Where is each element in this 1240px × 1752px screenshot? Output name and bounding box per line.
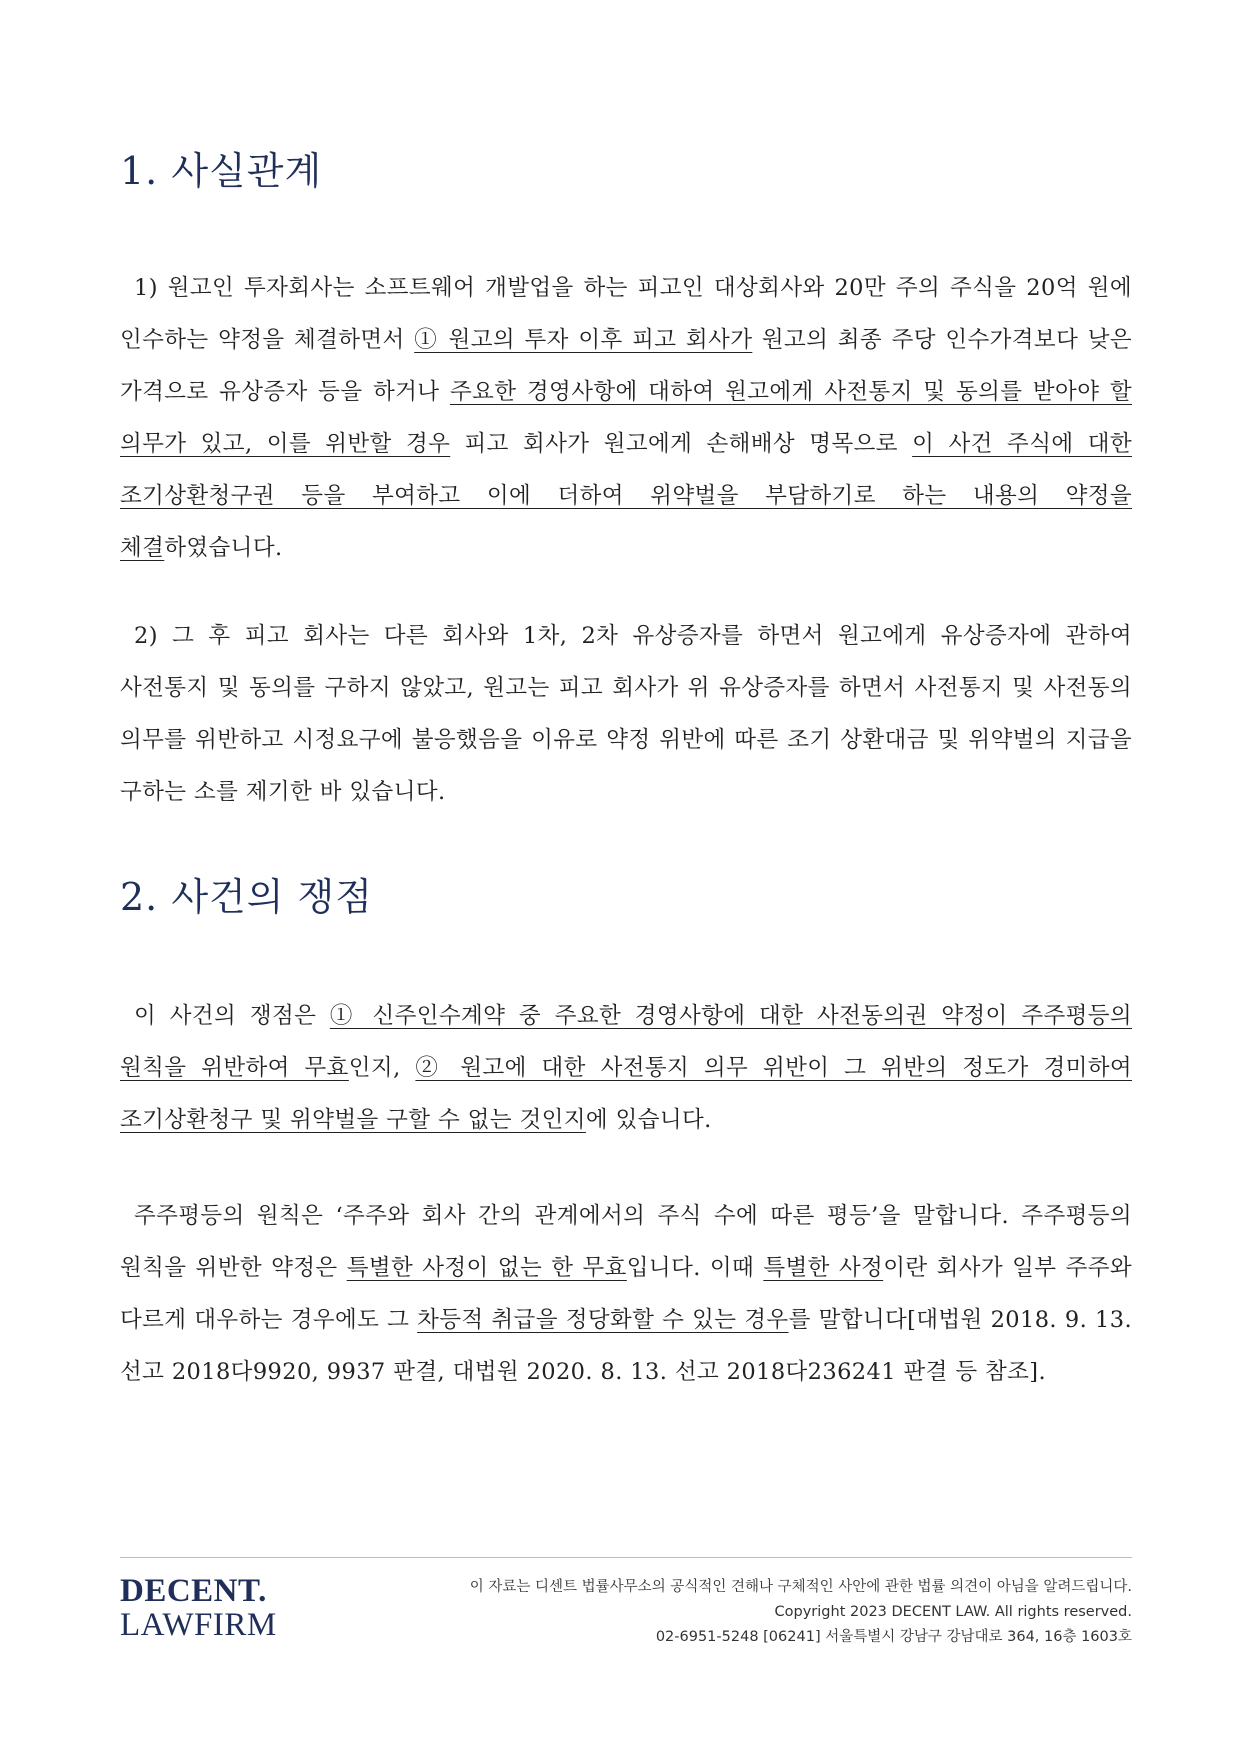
underlined-text: ① 신주인수계약 중 주요한 경영사항에 대한 사전동의권 약정이 주주평등의 원칙을 위반하여 무효 bbox=[120, 1003, 1132, 1081]
logo-line-1: DECENT. bbox=[120, 1573, 267, 1609]
issues-paragraph-2 bbox=[120, 1190, 1132, 1398]
footer-info bbox=[312, 1575, 1132, 1650]
text-run: 주주평등의 원칙은 ‘주주와 회사 간의 관계에서의 주식 수에 따른 평등’을 말합니다. 주주평등의 원칙을 위반한 약정은 bbox=[120, 1203, 1132, 1281]
underlined-text: 이 사건 주식에 대한 조기상환청구권 등을 부여하고 이에 더하여 위약벌을 부담하기로 하는 내용의 약정을 체결 bbox=[120, 431, 1132, 561]
text-run: 입니다. 이때 bbox=[626, 1255, 764, 1281]
footer-copyright: Copyright 2023 DECENT LAW. All rights reserved. bbox=[774, 1604, 1132, 1620]
text-run: 이란 회사가 일부 주주와 다르게 대우하는 경우에도 그 bbox=[120, 1255, 1133, 1333]
underlined-text: 특별한 사정이 없는 한 무효 bbox=[346, 1255, 627, 1281]
text-run: 하였습니다. bbox=[164, 535, 283, 561]
footer-disclaimer: 이 자료는 디센트 법률사무소의 공식적인 견해나 구체적인 사안에 관한 법률 의견이 아님을 알려드립니다. bbox=[469, 1579, 1132, 1595]
firm-logo bbox=[120, 1574, 300, 1642]
section-title-facts: 1. 사실관계 bbox=[120, 149, 323, 193]
text-run: 1) 원고인 투자회사는 소프트웨어 개발업을 하는 피고인 대상회사와 20만 주의 주식을 20억 원에 인수하는 약정을 체결하면서 bbox=[120, 275, 1132, 353]
text-run: 피고 회사가 원고에게 손해배상 명목으로 bbox=[450, 431, 913, 457]
underlined-text: 주요한 경영사항에 대하여 원고에게 사전통지 및 동의를 받아야 할 의무가 있고, 이를 위반할 경우 bbox=[120, 379, 1133, 457]
document-page bbox=[120, 0, 1132, 1752]
text-run: 에 있습니다. bbox=[585, 1107, 712, 1133]
underlined-text: 차등적 취급을 정당화할 수 있는 경우 bbox=[417, 1307, 789, 1333]
section-title-issues: 2. 사건의 쟁점 bbox=[120, 875, 373, 919]
facts-paragraph-2 bbox=[120, 610, 1132, 818]
issues-paragraph-1 bbox=[120, 990, 1132, 1146]
facts-paragraph-1 bbox=[120, 262, 1132, 574]
text-run: 2) 그 후 피고 회사는 다른 회사와 1차, 2차 유상증자를 하면서 원고에게 유상증자에 관하여 사전통지 및 동의를 구하지 않았고, 원고는 피고 회사가 위 유상증자를 하면서 사전통지 및 사전동의 의무를 위반하고 시정요구에 불응했음을 이유로 약정 위반에 따른 조기 상환대금 및 위약벌의 지급을 구하는 소를 제기한 바 있습니다. bbox=[120, 623, 1132, 805]
underlined-text: 특별한 사정 bbox=[763, 1255, 884, 1281]
text-run: 이 사건의 쟁점은 bbox=[134, 1003, 330, 1029]
logo-line-2: LAWFIRM bbox=[120, 1607, 277, 1643]
text-run: 원고의 최종 주당 인수가격보다 낮은 가격으로 유상증자 등을 하거나 bbox=[120, 327, 1133, 405]
underlined-text: ② 원고에 대한 사전통지 의무 위반이 그 위반의 정도가 경미하여 조기상환청구 및 위약벌을 구할 수 없는 것인지 bbox=[120, 1055, 1132, 1133]
underlined-text: ① 원고의 투자 이후 피고 회사가 bbox=[414, 327, 753, 353]
text-run: 를 말합니다[대법원 2018. 9. 13. 선고 2018다9920, 9937 판결, 대법원 2020. 8. 13. 선고 2018다236241 판결 등 참조]. bbox=[120, 1307, 1132, 1385]
footer-contact: 02-6951-5248 [06241] 서울특별시 강남구 강남대로 364, 16층 1603호 bbox=[655, 1629, 1132, 1645]
text-run: 인지, bbox=[348, 1055, 416, 1081]
footer-divider bbox=[120, 1557, 1132, 1558]
